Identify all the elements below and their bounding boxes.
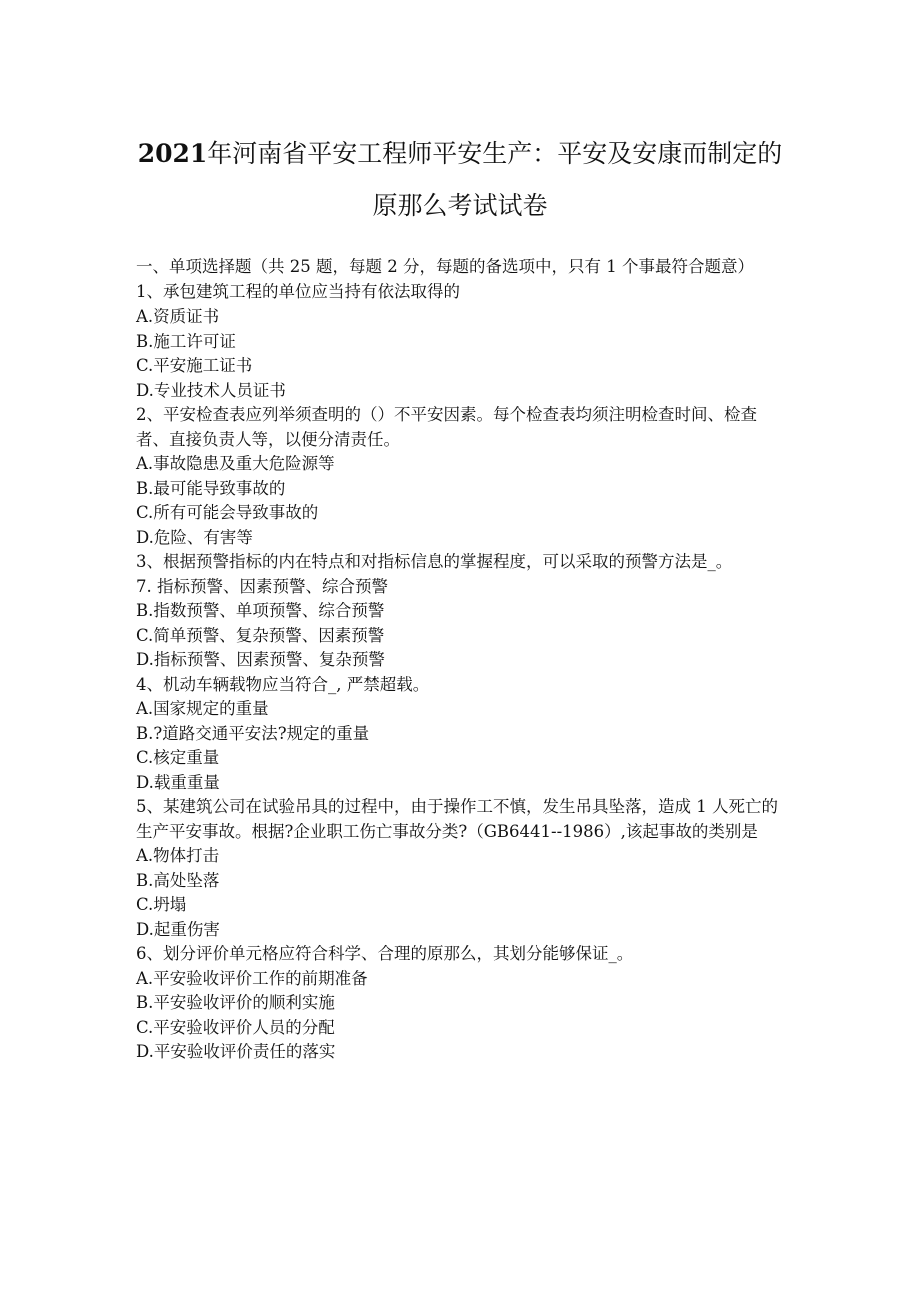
option-d: D.平安验收评价责任的落实 <box>136 1042 336 1061</box>
question-stem: 4、机动车辆载物应当符合_, 严禁超载。 <box>136 674 430 694</box>
option-b: B.最可能导致事故的 <box>136 478 286 498</box>
option-c: C.平安施工证书 <box>136 356 253 375</box>
title-line-1-text: 年河南省平安工程师平安生产：平安及安康而制定的 <box>207 139 783 168</box>
option-b: B.平安验收评价的顺利实施 <box>136 993 335 1012</box>
question-block <box>136 795 786 942</box>
title-line-1 <box>110 128 810 180</box>
title-line-2: 原那么考试试卷 <box>372 191 548 220</box>
option-b: B.指数预警、单项预警、综合预警 <box>136 601 385 620</box>
option-d: D.载重重量 <box>136 772 220 792</box>
option-c: C.坍塌 <box>136 895 187 914</box>
question-stem: 6、划分评价单元格应符合科学、合理的原那么，其划分能够保证_。 <box>136 944 634 963</box>
title-year: 2021 <box>137 139 208 168</box>
question-block <box>136 280 786 404</box>
option-c: C.简单预警、复杂预警、因素预警 <box>136 625 385 645</box>
question-block <box>136 673 786 796</box>
question-stem: 1、承包建筑工程的单位应当持有依法取得的 <box>136 281 460 301</box>
option-a: A.国家规定的重量 <box>136 699 269 718</box>
option-a: A.事故隐患及重大危险源等 <box>136 454 335 473</box>
document-body <box>136 255 786 1065</box>
option-a: A.物体打击 <box>136 846 220 865</box>
option-d: D.指标预警、因素预警、复杂预警 <box>136 650 385 669</box>
option-c: C.所有可能会导致事故的 <box>136 503 319 522</box>
option-b: B.高处坠落 <box>136 870 220 890</box>
question-stem: 5、某建筑公司在试验吊具的过程中，由于操作工不慎，发生吊具坠落，造成 1 人死亡的生产平安事故。根据?企业职工伤亡事故分类?（GB6441--1986）,该起事故的类别是 <box>136 797 778 841</box>
option-b: B.?道路交通平安法?规定的重量 <box>136 723 370 743</box>
section-heading: 一、单项选择题（共 25 题，每题 2 分，每题的备选项中，只有 1 个事最符合题意） <box>136 257 754 276</box>
question-block <box>136 550 786 673</box>
option-c: C.平安验收评价人员的分配 <box>136 1017 335 1037</box>
option-c: C.核定重量 <box>136 748 220 767</box>
option-b: B.施工许可证 <box>136 331 236 351</box>
option-a: A.平安验收评价工作的前期准备 <box>136 968 368 988</box>
option-d: D.起重伤害 <box>136 919 220 939</box>
question-block <box>136 942 786 1065</box>
question-stem: 3、根据预警指标的内在特点和对指标信息的掌握程度，可以采取的预警方法是_。 <box>136 552 733 571</box>
option-a: A.资质证书 <box>136 307 220 326</box>
option-a: 7. 指标预警、因素预警、综合预警 <box>136 576 388 596</box>
question-block <box>136 403 786 550</box>
document-title <box>110 128 810 232</box>
option-d: D.危险、有害等 <box>136 527 253 547</box>
option-d: D.专业技术人员证书 <box>136 380 286 400</box>
question-stem: 2、平安检查表应列举须查明的（）不平安因素。每个检查表均须注明检查时间、检查者、直接负责人等，以便分清责任。 <box>136 405 757 449</box>
